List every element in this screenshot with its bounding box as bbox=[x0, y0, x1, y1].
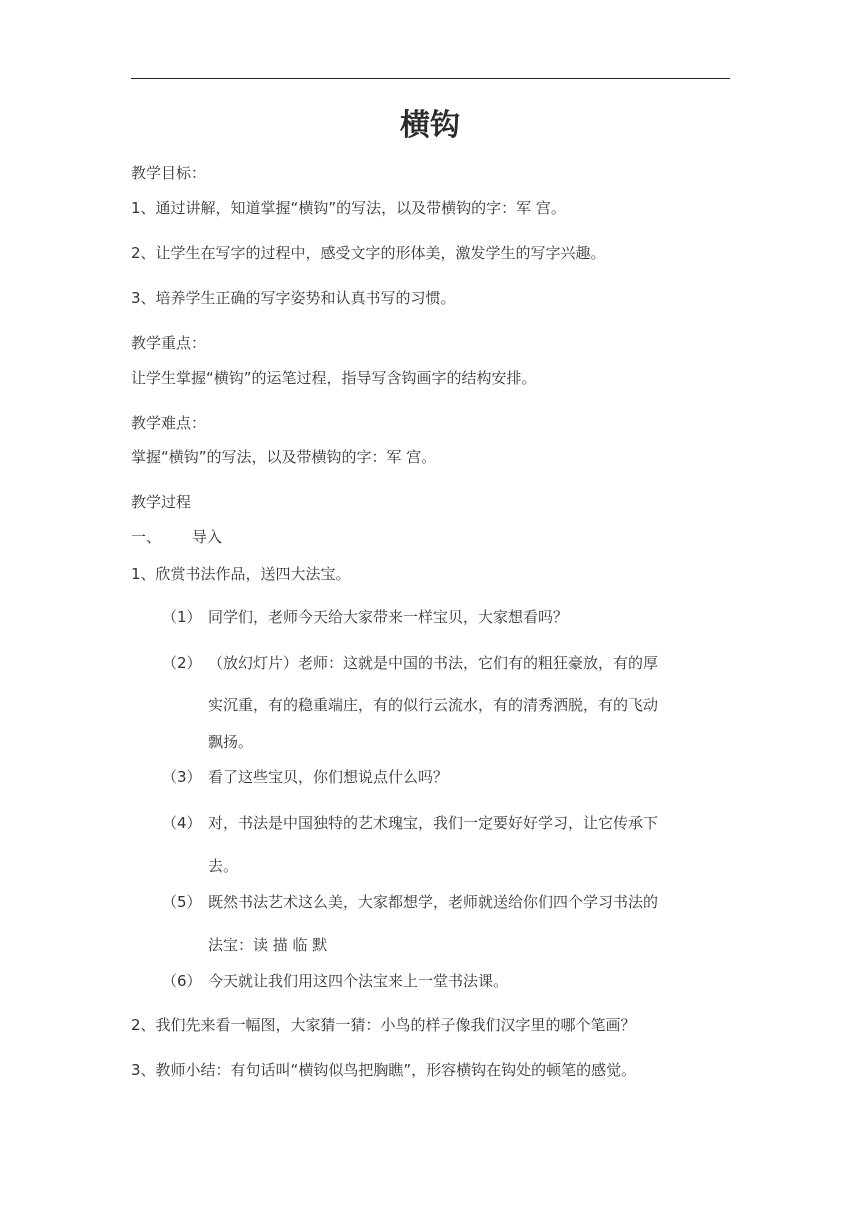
sub-item-text: 同学们，老师今天给大家带来一样宝贝，大家想看吗？ bbox=[208, 608, 569, 626]
sub-item-number: （1） bbox=[162, 608, 202, 626]
section-title: 导入 bbox=[192, 528, 223, 546]
sub-item-continuation: 飘扬。 bbox=[208, 733, 254, 751]
difficulty-heading: 教学难点： bbox=[131, 414, 207, 432]
sub-item-text: 既然书法艺术这么美，大家都想学，老师就送给你们四个学习书法的 bbox=[208, 893, 659, 911]
header-rule bbox=[131, 78, 730, 79]
sub-item-continuation: 实沉重，有的稳重端庄，有的似行云流水，有的清秀洒脱，有的飞动 bbox=[208, 696, 659, 714]
difficulty-text: 掌握“横钩”的写法，以及带横钩的字：军 宫。 bbox=[131, 448, 437, 466]
list-item: 2、我们先来看一幅图，大家猜一猜：小鸟的样子像我们汉字里的哪个笔画？ bbox=[131, 1016, 636, 1034]
sub-item-text: 看了这些宝贝，你们想说点什么吗？ bbox=[208, 768, 449, 786]
sub-item-number: （5） bbox=[162, 893, 202, 911]
sub-item-number: （3） bbox=[162, 768, 202, 786]
sub-item-number: （6） bbox=[162, 972, 202, 990]
list-item: 3、教师小结：有句话叫“横钩似鸟把胸瞧”，形容横钩在钩处的顿笔的感觉。 bbox=[131, 1061, 637, 1079]
goal-item: 1、通过讲解，知道掌握“横钩”的写法，以及带横钩的字：军 宫。 bbox=[131, 199, 566, 217]
sub-item-text: （放幻灯片）老师：这就是中国的书法，它们有的粗狂豪放，有的厚 bbox=[208, 654, 659, 672]
page-title: 横钩 bbox=[400, 108, 460, 143]
list-item: 1、欣赏书法作品，送四大法宝。 bbox=[131, 565, 351, 583]
sub-item bbox=[162, 652, 658, 674]
sub-item-text: 对，书法是中国独特的艺术瑰宝，我们一定要好好学习，让它传承下 bbox=[208, 814, 659, 832]
section-heading bbox=[131, 526, 222, 548]
sub-item bbox=[162, 891, 658, 913]
sub-item-number: （2） bbox=[162, 654, 202, 672]
goal-item: 3、培养学生正确的写字姿势和认真书写的习惯。 bbox=[131, 289, 456, 307]
sub-item bbox=[162, 606, 568, 628]
sub-item bbox=[162, 812, 658, 834]
sub-item bbox=[162, 970, 508, 992]
process-heading: 教学过程 bbox=[131, 493, 192, 511]
sub-item-text: 今天就让我们用这四个法宝来上一堂书法课。 bbox=[208, 972, 509, 990]
sub-item-continuation: 法宝：读 描 临 默 bbox=[208, 936, 328, 954]
key-heading: 教学重点： bbox=[131, 334, 207, 352]
goal-item: 2、让学生在写字的过程中，感受文字的形体美，激发学生的写字兴趣。 bbox=[131, 244, 606, 262]
sub-item bbox=[162, 766, 448, 788]
sub-item-number: （4） bbox=[162, 814, 202, 832]
section-number: 一、 bbox=[131, 528, 162, 546]
goals-heading: 教学目标： bbox=[131, 164, 207, 182]
key-text: 让学生掌握“横钩”的运笔过程，指导写含钩画字的结构安排。 bbox=[131, 369, 537, 387]
sub-item-continuation: 去。 bbox=[208, 857, 239, 875]
